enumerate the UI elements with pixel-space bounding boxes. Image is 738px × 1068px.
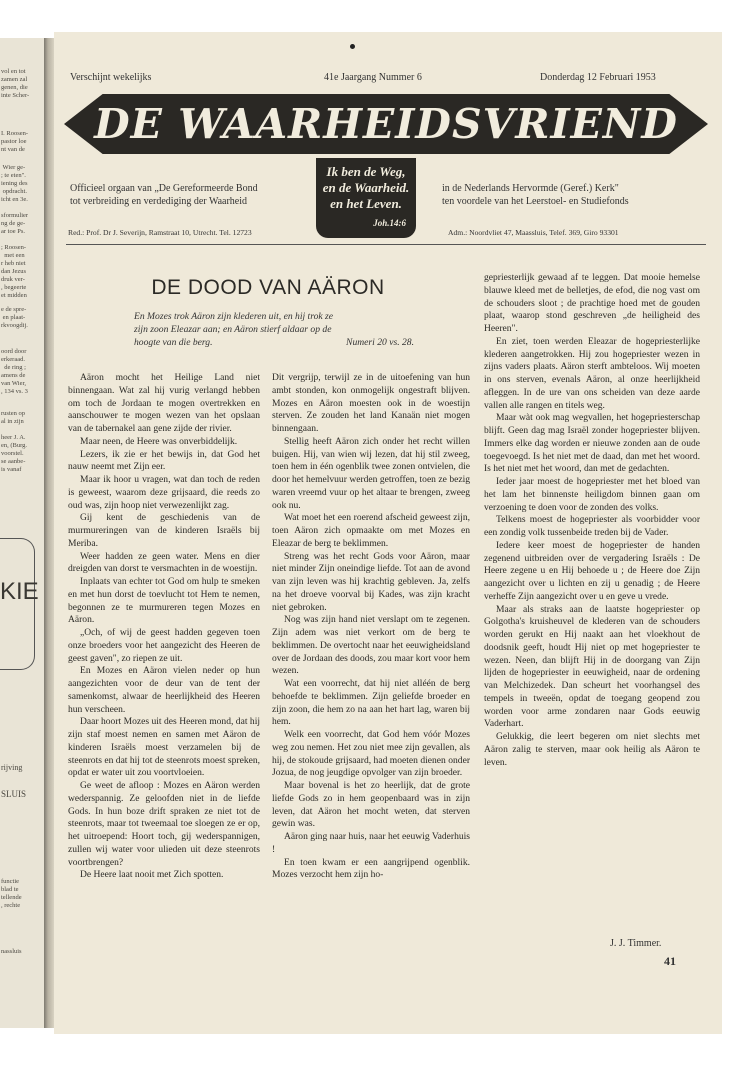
article-column-3 [484,272,700,769]
subtitle-right [442,182,629,208]
paragraph: Maar bovenal is het zo heerlijk, dat de grote liefde Gods zo in hem geopenbaard was in zijn leven, dat Aäron het mocht weten, dat sterven gewin was. [272,780,470,830]
paragraph: Nog was zijn hand niet verslapt om te zegenen. Zijn adem was niet verkort om de berg te beklimmen. De overtocht naar het eeuwigheidsland over de Jordaan des doods, zou maar kort voor hem wezen. [272,614,470,677]
motto-reference: Joh.14:6 [373,218,406,228]
paragraph: Maar wàt ook mag wegvallen, het hogepriesterschap blijft. Geen dag mag Israël zonder hogepriester blijven. Immers elke dag worden er nieuwe zonden aan de oude toegevoegd. Is het niet met de daad, dan met het woord. Is het niet met het woord, dan met de gedachten. [484,412,700,475]
paragraph: En Mozes en Aäron vielen neder op hun aangezichten voor de deur van de tent der samenkomst, alwaar de heerlijkheid des Heeren hun verscheen. [68,665,260,715]
paragraph: „Och, of wij de geest hadden gegeven toen onze broeders voor het aangezicht des Heeren de geest gaven", zo riepen ze uit. [68,627,260,664]
paragraph: Wat een voorrecht, dat hij niet alléén de berg behoefde te beklimmen. Zijn geliefde broeder en zijn zoon, die hem zo na aan het hart lag, waren bij hem. [272,678,470,728]
motto-line: Ik ben de Weg, [326,164,406,179]
paragraph: Aäron mocht het Heilige Land niet binnengaan. Wat zal hij vurig verlangd hebben om toch de Jordaan te mogen overtrekken en aanschouwer te mogen wezen van het opslaan van de tabernakel aan gene zijde der rivier. [68,372,260,434]
page-number: 41 [664,954,676,968]
strip-fragment: e de spre- en plaat- rkvoogdij. [1,306,28,329]
strip-fragment: sformulier ng de ge- ar toe Ps. [1,212,29,235]
header-divider [66,244,706,245]
paragraph: Maar als straks aan de laatste hogepriester op Golgotha's kruisheuvel de klederen van de schouders worden gerukt en Hij naakt aan het vloekhout de doodsnik geeft, houdt Hij niet op met hogepriester te wezen. Neen, dan blijft Hij in de doorgang van Zijn lijden de hogepriester in eeuwigheid, naar de ordening van Melchizedek. Dan scheurt het voorhangsel des tempels in tweeën, opdat de toegang geopend zou worden voor arme zondaren naar Gods eeuwig Vaderhart. [484,603,700,730]
paragraph: Iedere keer moest de hogepriester de handen zegenend uitbreiden over de vergadering Israëls : De Heere zegene u en Hij behoede u ; de Heere doe Zijn aangezicht over u lichten en zij u genadig ; de Heere verheffe Zijn aangezicht over u en geve u vrede. [484,539,700,602]
subtitle-right-line: in de Nederlands Hervormde (Geref.) Kerk" [442,183,619,194]
article-headline: DE DOOD VAN AÄRON [151,276,385,299]
redaction-info: Red.: Prof. Dr J. Severijn, Ramstraat 10, Utrecht. Tel. 12723 [68,228,252,237]
paragraph: Aäron ging naar huis, naar het eeuwig Vaderhuis ! [272,831,470,855]
subtitle-left-line: tot verbreiding en verdediging der Waarheid [70,196,248,207]
book-spine [44,38,54,1028]
paragraph: Welk een voorrecht, dat God hem vóór Mozes weg zou nemen. Het zou niet mee zijn gevallen, als hij, de stokoude grijsaard, had moeten dienen onder Jozua, de nog jeugdige opvolger van zijn broeder. [272,729,470,779]
frequency-label: Verschijnt wekelijks [70,72,152,83]
article-epigraph [134,310,414,349]
issue-label: 41e Jaargang Nummer 6 [324,72,422,83]
epigraph-line: En Mozes trok Aäron zijn klederen uit, en hij trok ze [134,311,334,322]
strip-fragment: nassluis [1,948,22,955]
strip-fragment: SLUIS [1,789,27,799]
paragraph: Wat moet het een roerend afscheid geweest zijn, toen Aäron zich opmaakte om met Mozes en Eleazar de berg te beklimmen. [272,512,470,549]
article-column-2 [272,372,470,882]
masthead-title: DE WAARHEIDSVRIEND [94,100,678,148]
strip-fragment: vol en tot zamen zal genen, die inte Scher- [1,68,30,99]
strip-fragment: heer J. A. en, (Burg. voorstel. se aanbe- is vanaf [1,434,28,473]
subtitle-left-line: Officieel orgaan van „De Gereformeerde Bond [70,183,258,194]
motto-line: en de Waarheid. [322,180,410,195]
paragraph: Gij kent de geschiedenis van de murmureringen van de kinderen Israëls bij Meriba. [68,512,260,549]
strip-fragment: rusten op al in zijn [1,410,26,425]
paragraph: Maar neen, de Heere was onverbiddelijk. [80,435,238,447]
administration-info: Adm.: Noordvliet 47, Maassluis, Telef. 369, Giro 93301 [448,228,619,237]
strip-fragment: functie blad te tellende , rechte [1,878,22,909]
epigraph-reference: Numeri 20 vs. 28. [346,337,414,348]
subtitle-left [70,182,258,208]
date-label: Donderdag 12 Februari 1953 [540,72,656,83]
paragraph: Ieder jaar moest de hogepriester met het bloed van het lam het binnenste heiligdom binnen gaan om verzoening te doen voor de zonden des volks. [484,476,700,513]
ink-spot [350,44,355,49]
subtitle-right-line: ten voordele van het Leerstoel- en Studiefonds [442,196,629,207]
paragraph: Dit vergrijp, terwijl ze in de uitoefening van hun ambt stonden, kon onmogelijk ongestraft blijven. Mozes en Aäron moesten ook in de woestijn sterven. Ze zouden het land Kanaän niet mogen binnengaan. [272,372,470,434]
strip-big-text: KIE [0,578,39,605]
newspaper-page [54,32,722,1034]
paragraph: En ziet, toen werden Eleazar de hogepriesterlijke klederen aangetrokken. Hij zou hogepriester wezen in zijns vaders plaats. Aäron sterft ambteloos. Wij moeten in ons sterven, evenals Aäron, al onze heerlijkheid afleggen. In de ure van ons scheiden van deze aarde vallen alle rangen en titels weg. [484,335,700,411]
strip-fragment: oord door erkeraad. de ring ; amens de van Wier, , 134 vs. 3 [1,348,28,395]
paragraph: Daar hoort Mozes uit des Heeren mond, dat hij zijn staf moest nemen en samen met Aäron de kinderen Israëls moest verzamelen bij de steenrots en dat hij tot de steenrots moest spreken, opdat er water uit zou voortvloeien. [68,716,260,779]
article-author: J. J. Timmer. [610,938,662,949]
motto-box [316,158,416,238]
paragraph: Telkens moest de hogepriester als voorbidder voor een zondig volk tussenbeide treden bij de Vader. [484,514,700,538]
epigraph-line: zijn zoon Eleazar aan; en Aäron stierf aldaar op de [134,324,332,335]
epigraph-line: hoogte van die berg. [134,337,213,348]
strip-fragment: Wier ge- ; te eten". iening des opdracht. icht en 3e. [1,164,28,203]
paragraph: En toen kwam er een aangrijpend ogenblik. Mozes verzocht hem zijn ho- [272,856,470,881]
paragraph: De Heere laat nooit met Zich spotten. [80,869,224,881]
paragraph: Streng was het recht Gods voor Aäron, maar niet minder Zijn oneindige liefde. Tot aan de avond van zijn leven was hij krachtig gebleven. Ja, zelfs na het droeve voorval bij Kades, was zijn kracht niet gebroken. [272,550,470,613]
paragraph: gepriesterlijk gewaad af te leggen. Dat mooie hemelse blauwe kleed met de belletjes, de efod, die nog vast om de schouders sloot ; de prachtige hoed met de gouden plaat, waarop stond geschreven „de heiligheid des Heeren". [484,272,700,334]
paragraph: Lezers, ik zie er het bewijs in, dat God het nauw neemt met Zijn eer. [68,448,260,473]
paragraph: Stellig heeft Aäron zich onder het recht willen buigen. Hij, van wien wij lezen, dat hij stil zweeg, toen hem in één ogenblik twee zonen ontvielen, die door het hemelvuur werden getroffen, toen ze bezig waren vreemd vuur op het altaar te brengen, zweeg ook nu. [272,435,470,511]
paragraph: Weer hadden ze geen water. Mens en dier dreigden van dorst te versmachten in de woestijn. [68,550,260,575]
previous-page-strip [0,38,44,1028]
strip-fragment: rijving [1,763,23,772]
paragraph: Maar ik hoor u vragen, wat dan toch de reden is geweest, waarom deze grijsaard, die reeds zo oud was, zijn hoop niet verwezenlijkt zag. [68,474,260,511]
strip-fragment: ; Roosen- met een r heb niet dan Jezus druk ver- , begeerte et midden [1,244,27,299]
strip-fragment: I. Roosen- pastor loe nt van de [1,130,29,153]
paragraph: Inplaats van echter tot God om hulp te smeken en met hun dorst de toevlucht tot Hem te nemen, begonnen ze te murmureren tegen Mozes en Aäron. [68,576,260,626]
epigraph-last-row [134,336,414,349]
paragraph: Gelukkig, die leert begeren om niet slechts met Aäron zalig te sterven, maar ook heilig als Aäron te leven. [484,731,700,768]
paragraph: Ge weet de afloop : Mozes en Aäron werden wederspannig. Ze geloofden niet in de liefde Gods. In hun boze drift spraken ze niet tot de steenrots, maar tot tweemaal toe sloegen ze er op, het uitroepend: Hoort toch, gij wederspannigen, zullen wij water voor ulieden uit deze steenrots voortbrengen? [68,780,260,868]
motto-line: en het Leven. [330,196,402,211]
article-column-1 [68,372,260,882]
